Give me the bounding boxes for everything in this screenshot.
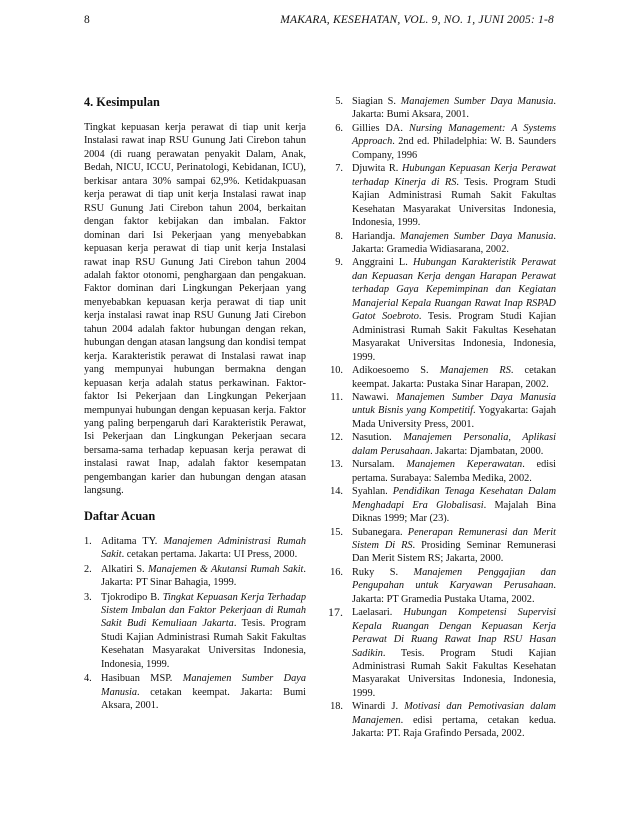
reference-title: Manajemen Sumber Daya Manusia: [101, 673, 306, 698]
reference-author: Syahlan.: [352, 486, 393, 498]
reference-details: . Yogyakarta: Gajah Mada University Press, 2001.: [352, 405, 556, 430]
reference-title: Manajemen RS: [439, 365, 511, 377]
reference-author: Laelasari.: [352, 607, 404, 619]
reference-number: 7.: [335, 163, 343, 175]
reference-item: [84, 535, 306, 562]
reference-number: 13.: [330, 459, 343, 471]
references-heading: Daftar Acuan: [84, 508, 156, 523]
reference-details: . Jakarta: PT Gramedia Pustaka Utama, 2002.: [352, 580, 556, 605]
reference-number: 9.: [335, 257, 343, 269]
reference-author: Hasibuan MSP.: [101, 673, 183, 685]
left-column: [84, 95, 306, 714]
reference-details: . Jakarta: Djambatan, 2000.: [430, 445, 544, 457]
reference-title: Manajemen & Akutansi Rumah Sakit: [147, 563, 304, 575]
reference-number: 10.: [330, 365, 343, 377]
reference-title: Motivasi dan Pemotivasian dalam Manajemen: [352, 701, 556, 726]
reference-number: 18.: [330, 701, 343, 713]
reference-title: Hubungan Kepuasan Kerja Perawat terhadap Kinerja di RS: [352, 163, 557, 188]
reference-title: Tingkat Kepuasan Kerja Terhadap Sistem Imbalan dan Faktor Pekerjaan di Rumah Sakit Budi Kemuliaan Jakarta: [101, 591, 306, 630]
reference-details: . Tesis. Program Studi Kajian Administrasi Rumah Sakit Fakultas Kesehatan Masyarakat Universitas Indonesia, Indonesia, 1999.: [352, 176, 556, 229]
reference-number: 16.: [330, 566, 343, 578]
reference-item: [84, 591, 306, 672]
reference-number: 4.: [84, 673, 92, 685]
reference-title: Manajemen Administrasi Rumah Sakit: [101, 535, 306, 561]
reference-item: [330, 122, 556, 162]
reference-details: . edisi pertama. Surabaya: Salemba Medika, 2002.: [352, 459, 556, 484]
journal-running-title: MAKARA, KESEHATAN, VOL. 9, NO. 1, JUNI 2005: 1-8: [280, 14, 554, 26]
reference-number: 1.: [84, 535, 92, 547]
reference-author: Alkatiri S.: [101, 563, 148, 575]
reference-details: . 2nd ed. Philadelphia: W. B. Saunders Company, 1996: [352, 136, 556, 161]
reference-list-right: [330, 95, 556, 741]
reference-author: Gillies DA.: [352, 122, 409, 134]
reference-item: [330, 566, 556, 606]
reference-number: 14.: [330, 486, 343, 498]
reference-title: Manajemen Sumber Daya Manusia: [400, 230, 554, 242]
reference-author: Djuwita R.: [352, 163, 402, 175]
reference-details: . Tesis. Program Studi Kajian Administrasi Rumah Sakit Fakultas Kesehatan Masyarakat Universitas Indonesia, Indonesia, 1999.: [352, 311, 556, 363]
reference-item: [330, 256, 556, 364]
reference-title: Manajemen Personalia, Aplikasi dalam Perusahaan: [352, 432, 556, 457]
reference-item: [330, 230, 556, 257]
reference-details: . Jakarta: Gramedia Widiasarana, 2002.: [352, 230, 556, 255]
reference-item: [330, 458, 556, 485]
reference-title: Hubungan Kompetensi Supervisi Kepala Ruangan Dengan Kepuasan Kerja Perawat Di Ruang Rawat Inap RSU Hasan Sadikin: [352, 607, 556, 659]
reference-author: Subanegara.: [352, 526, 408, 538]
reference-author: Winardi J.: [352, 701, 405, 713]
reference-number: 12.: [330, 432, 343, 444]
reference-list-left: [84, 535, 306, 713]
reference-number: 5.: [335, 96, 343, 107]
conclusion-paragraph: Tingkat kepuasan kerja perawat di tiap unit kerja Instalasi rawat inap RSU Gunung Jati Cirebon tahun 2004 (di ruang perawatan penyakit Dalam, Anak, Bedah, NICU, ICCU, Perinatologi, Kebidanan, ICU), berkisar antara 30% sampai 62,9%. Ketidakpuasan kerja perawat di tiap unit kerja Instalasi rawat inap RSU Gunung Jati Cirebon tahun 2004, berkaitan dengan faktor kebijakan dan imbalan. Faktor dominan dari Isi Pekerjaan yang menyebabkan kepuasan kerja perawat di tiap unit kerja Instalasi rawat inap RSU Gunung Jati Cirebon tahun 2004 adalah faktor otonomi, penghargaan dan pengakuan. Faktor dominan dari Lingkungan Pekerjaan yang menyebabkan kepuasan kerja perawat di tiap unit kerja instalasi rawat inap RSU Gunung Jati Cirebon tahun 2004 adalah faktor hubungan dengan rekan, hubungan dengan atasan langsung dan kondisi tempat kerja. Karakteristik perawat di Instalasi rawat inap yang mempunyai hubungan bermakna dengan kepuasan kerja adalah status perkawinan. Faktor-faktor Isi Pekerjaan dan Lingkungan Pekerjaan mempunyai hubungan dengan kepuasan kerja. Faktor yang paling berpengaruh dari Karakteristik Perawat, Isi Pekerjaan dan Lingkungan Pekerjaan secara bersama-sama terhadap kepuasan kerja perawat di instalasi rawat Inap, adalah faktor kesempatan pengembangan karier dan hubungan dengan atasan langsung.: [84, 122, 306, 497]
reference-details: . Majalah Bina Diknas 1999; Mar (23).: [352, 499, 556, 525]
reference-details: . edisi pertama, cetakan kedua. Jakarta: PT. Raja Grafindo Persada, 2002.: [352, 714, 556, 740]
reference-item: [330, 700, 556, 740]
reference-number: 17.: [328, 605, 343, 620]
reference-number: 3.: [84, 591, 92, 603]
reference-author: Nursalam.: [352, 459, 407, 471]
reference-author: Siagian S.: [352, 96, 401, 107]
reference-item: [84, 672, 306, 712]
reference-details: . Tesis. Program Studi Kajian Administrasi Rumah Sakit Fakultas Kesehatan Masyarakat Universitas Indonesia, Indonesia, 1999.: [352, 647, 556, 699]
reference-title: Manajemen Sumber Daya Manusia: [400, 96, 554, 107]
reference-number: 2.: [84, 563, 92, 575]
reference-item: [84, 563, 306, 590]
reference-details: . Jakarta: PT Sinar Bahagia, 1999.: [101, 563, 306, 589]
reference-item: [330, 485, 556, 525]
reference-title: Manajemen Sumber Daya Manusia untuk Bisnis yang Kompetitif: [352, 391, 556, 417]
reference-title: Pendidikan Tenaga Kesehatan Dalam Menghadapi Era Globalisasi: [352, 486, 557, 511]
reference-number: 15.: [330, 526, 343, 538]
reference-item: [330, 526, 556, 566]
reference-details: . Prosiding Seminar Remunerasi Dan Merit Sistem RS; Jakarta, 2000.: [352, 539, 556, 565]
reference-author: Nawawi.: [352, 391, 397, 403]
page-header: [84, 14, 554, 34]
reference-number: 8.: [335, 230, 343, 242]
reference-author: Adikoesoemo S.: [352, 365, 440, 377]
reference-item: [330, 391, 556, 431]
reference-author: Hariandja.: [352, 230, 401, 242]
conclusion-heading: 4. Kesimpulan: [84, 95, 160, 109]
reference-title: Nursing Management: A Systems Approach: [352, 122, 556, 148]
reference-item: [330, 431, 556, 458]
reference-number: 11.: [330, 391, 343, 403]
reference-title: Manajemen Penggajian dan Pengupahan untuk Karyawan Perusahaan: [352, 566, 556, 592]
reference-author: Tjokrodipo B.: [101, 591, 163, 603]
reference-item: [330, 364, 556, 391]
reference-author: Aditama TY.: [101, 535, 164, 547]
reference-item: [330, 606, 556, 700]
reference-details: . cetakan keempat. Jakarta: Pustaka Sinar Harapan, 2002.: [352, 365, 556, 390]
reference-item: [330, 95, 556, 122]
reference-author: Nasution.: [352, 432, 404, 444]
reference-number: 6.: [335, 122, 343, 134]
reference-author: Ruky S.: [352, 566, 414, 578]
reference-details: . cetakan pertama. Jakarta: UI Press, 2000.: [121, 549, 298, 561]
right-column: [330, 95, 556, 741]
reference-details: . cetakan keempat. Jakarta: Bumi Aksara, 2001.: [101, 686, 306, 712]
page-number: 8: [84, 14, 90, 26]
reference-item: [330, 162, 556, 229]
reference-title: Manajemen Keperawatan: [406, 459, 523, 471]
reference-title: Hubungan Karakteristik Perawat dan Kepuasan Kerja dengan Harapan Perawat terhadap Gaya Kepemimpinan dan Kegiatan Manajerial Kepala Ruangan Rawat Inap RSPAD Gatot Soebroto: [352, 257, 556, 323]
reference-details: . Tesis. Program Studi Kajian Administrasi Rumah Sakit Fakultas Kesehatan Masyarakat Universitas Indonesia, Indonesia, 1999.: [101, 618, 307, 670]
reference-details: . Jakarta: Bumi Aksara, 2001.: [352, 96, 556, 121]
reference-title: Penerapan Remunerasi dan Merit Sistem Di RS: [352, 526, 556, 551]
reference-author: Anggraini L.: [352, 257, 413, 269]
